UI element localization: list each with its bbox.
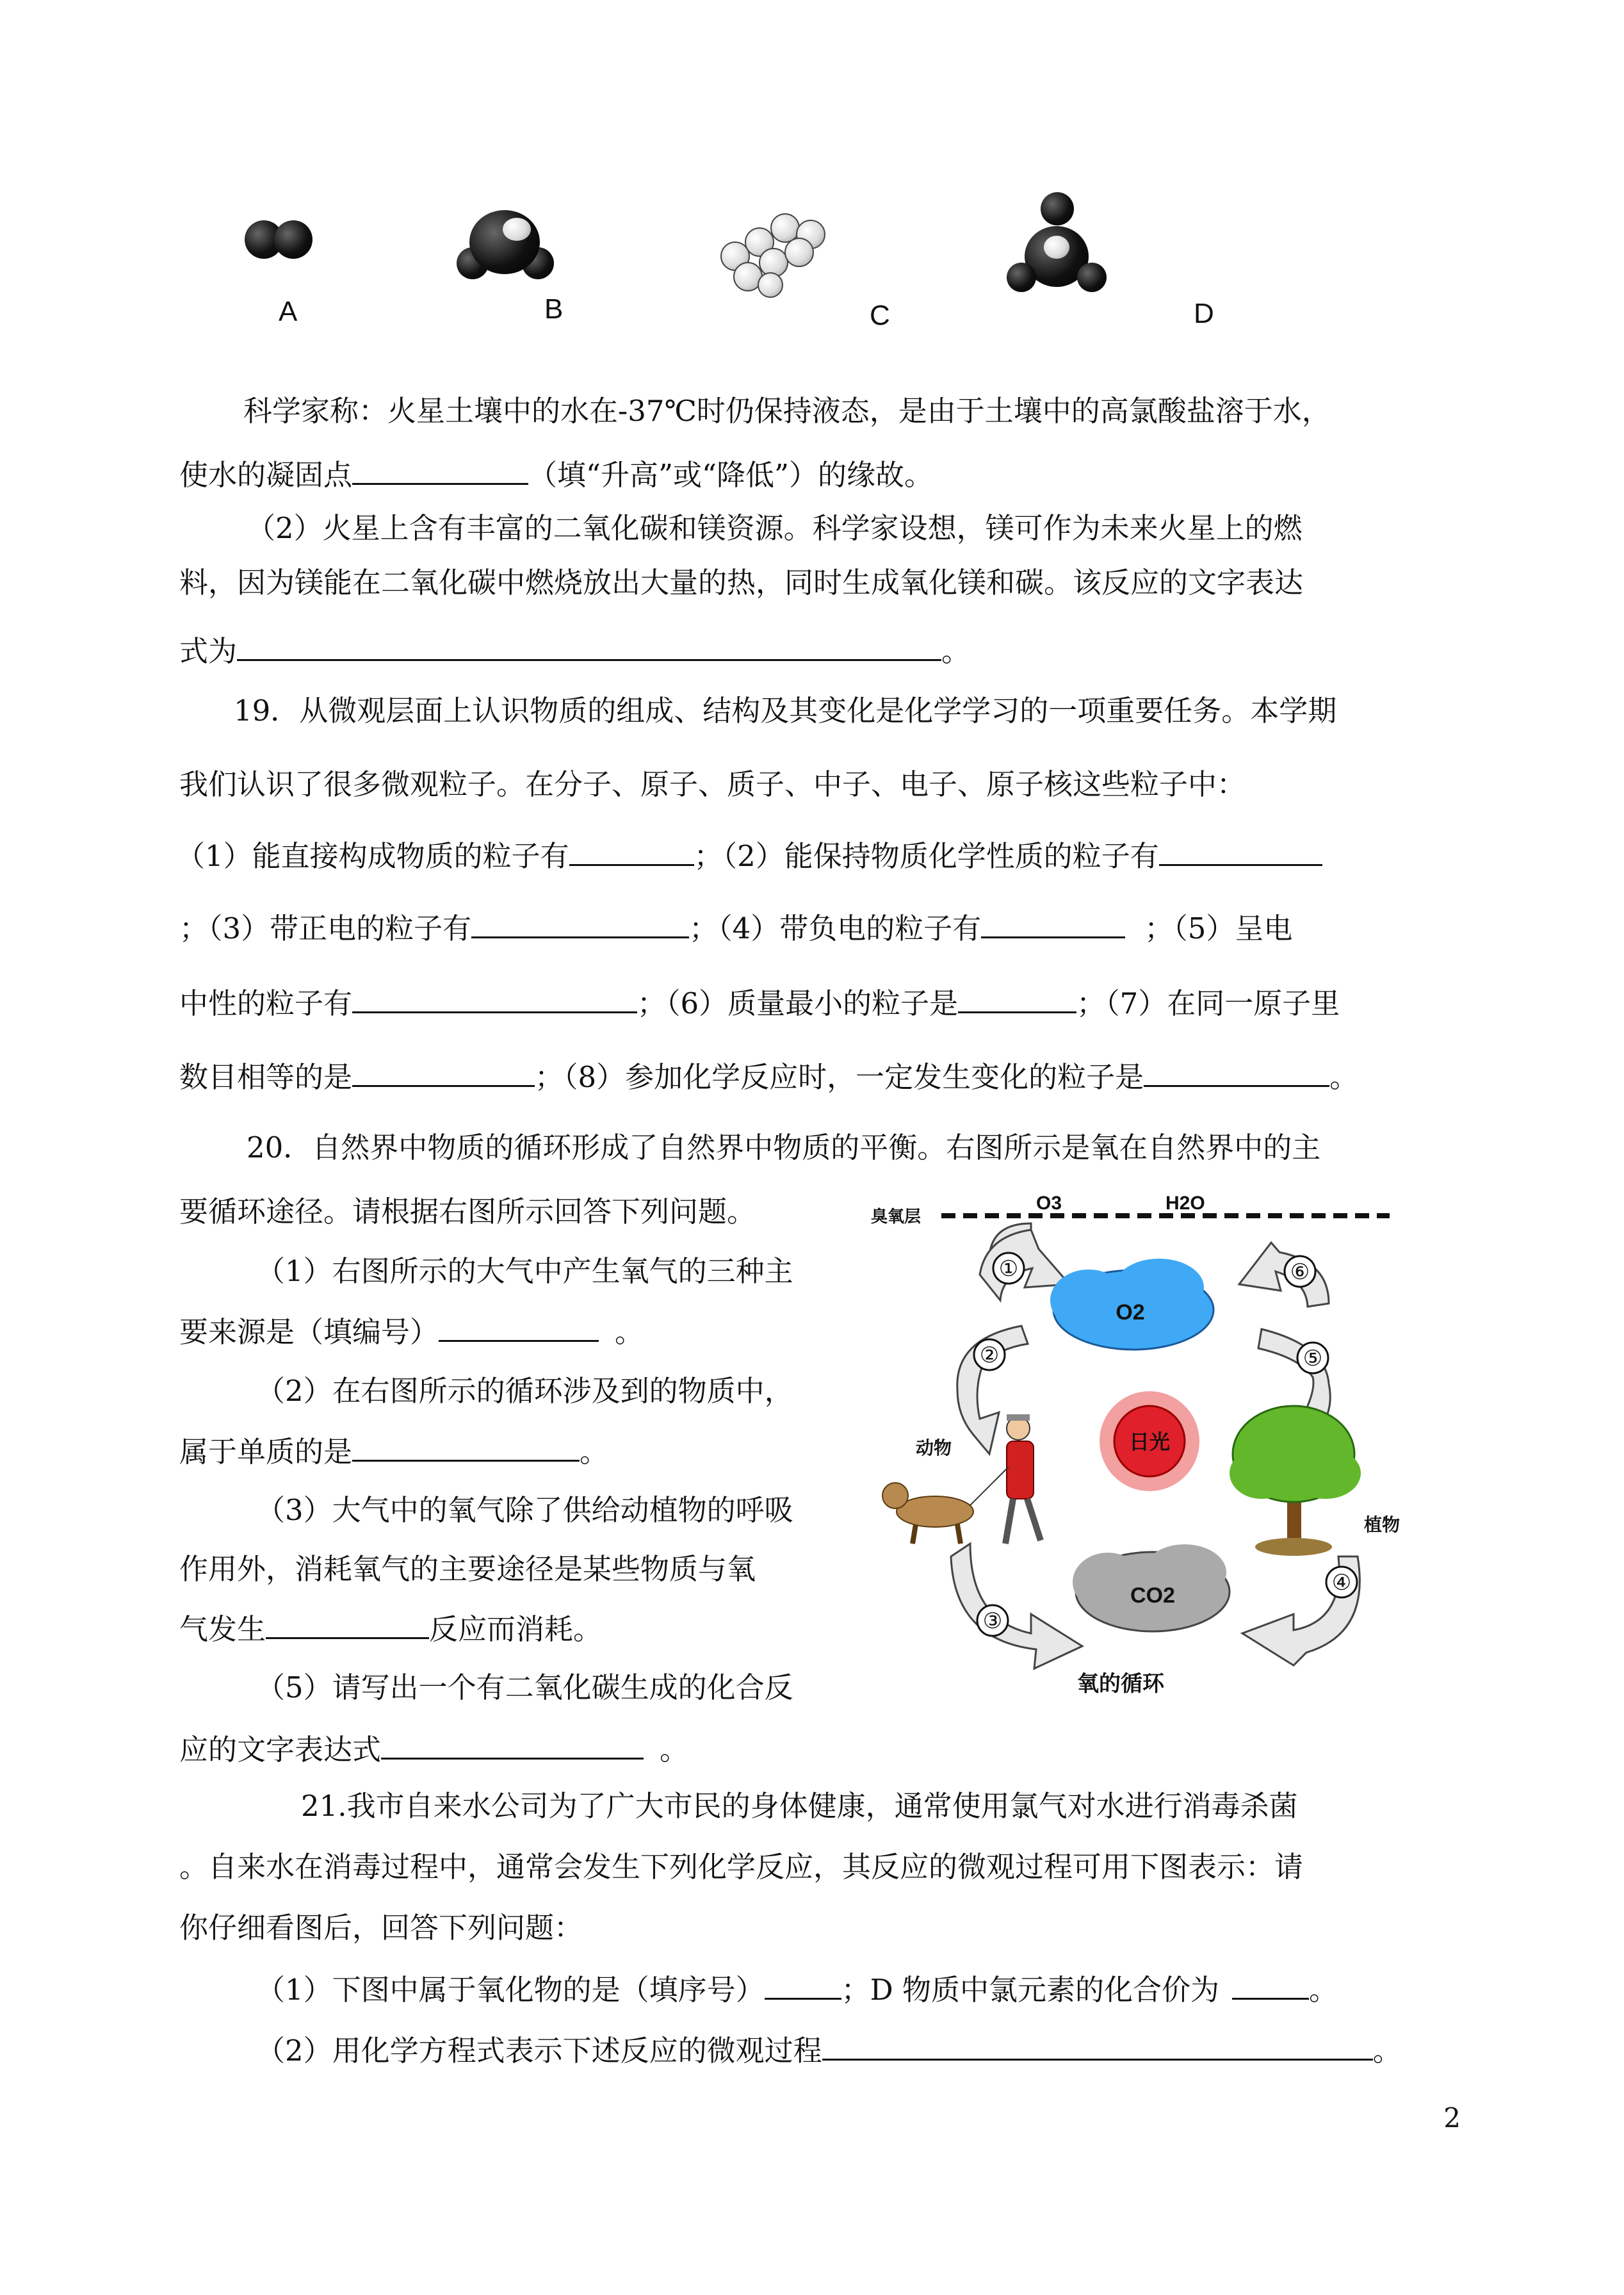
answer-blank-21-3[interactable]	[822, 2030, 1373, 2061]
q21-line5: （2）用化学方程式表示下述反应的微观过程 。	[256, 2030, 1458, 2070]
answer-blank-20-5[interactable]	[381, 1729, 644, 1760]
q19-line5: 中性的粒子有 ；（6）质量最小的粒子是 ；（7）在同一原子里	[179, 983, 1458, 1023]
q20-line3: （1）右图所示的大气中产生氧气的三种主	[256, 1254, 793, 1288]
arrow-3	[951, 1544, 1082, 1669]
answer-blank-19-8[interactable]	[1144, 1057, 1329, 1087]
h2o-label: H2O	[1165, 1193, 1205, 1214]
molecule-b	[451, 204, 560, 287]
answer-blank-20-1[interactable]	[439, 1312, 599, 1342]
step-2-label: ②	[979, 1343, 1000, 1368]
label-b: B	[544, 293, 564, 325]
sunlight-label: 日光	[1128, 1430, 1171, 1453]
q20-line10: （5）请写出一个有二氧化碳生成的化合反	[256, 1670, 793, 1704]
q19-line2: 我们认识了很多微观粒子。在分子、原子、质子、中子、电子、原子核这些粒子中：	[179, 767, 1246, 801]
q20-line4: 要来源是（填编号） 。	[179, 1312, 1458, 1352]
oxygen-cycle-diagram	[865, 1172, 1473, 1697]
q20-line2: 要循环途径。请根据右图所示回答下列问题。	[179, 1195, 756, 1229]
q18-line2: 使水的凝固点 （填“升高”或“降低”）的缘故。	[179, 455, 1458, 494]
q18-line5: 式为 。	[179, 631, 1458, 671]
answer-blank-freezing-point[interactable]	[352, 455, 528, 485]
q21-line4: （1）下图中属于氧化物的是（填序号） ；D 物质中氯元素的化合价为 。	[256, 1970, 1458, 2009]
answer-blank-21-1[interactable]	[765, 1970, 841, 2000]
label-a: A	[279, 296, 298, 327]
answer-blank-19-5[interactable]	[352, 983, 637, 1013]
q20-line7: （3）大气中的氧气除了供给动植物的呼吸	[256, 1493, 793, 1527]
q19-line3: （1）能直接构成物质的粒子有 ；（2）能保持物质化学性质的粒子有	[176, 836, 1458, 876]
sunlight-icon	[1100, 1391, 1199, 1491]
answer-blank-19-1[interactable]	[569, 836, 694, 866]
answer-blank-20-2[interactable]	[352, 1432, 580, 1462]
q20-line5: （2）在右图所示的循环涉及到的物质中，	[256, 1374, 793, 1408]
q18-line1: 科学家称：火星土壤中的水在-37℃时仍保持液态，是由于土壤中的高氯酸盐溶于水，	[243, 394, 1331, 428]
label-c: C	[870, 300, 890, 331]
answer-blank-19-6[interactable]	[958, 983, 1076, 1013]
answer-blank-19-7[interactable]	[352, 1057, 535, 1087]
page-number: 2	[1443, 2102, 1461, 2134]
o2-cloud	[1050, 1259, 1214, 1350]
answer-blank-19-4[interactable]	[981, 908, 1125, 938]
step-5-label: ⑤	[1303, 1346, 1323, 1371]
ozone-layer-label: 臭氧层	[871, 1207, 922, 1226]
answer-blank-19-3[interactable]	[471, 908, 689, 938]
plant-tree-icon	[1230, 1406, 1361, 1556]
step-6-label: ⑥	[1290, 1260, 1310, 1284]
q21-line3: 你仔细看图后，回答下列问题：	[179, 1911, 583, 1945]
q20-line6: 属于单质的是 。	[179, 1432, 1458, 1471]
plant-label: 植物	[1364, 1515, 1401, 1535]
diagram-caption: 氧的循环	[1077, 1672, 1164, 1696]
q20-line8: 作用外，消耗氧气的主要途径是某些物质与氧	[179, 1552, 756, 1586]
step-3-label: ③	[982, 1609, 1003, 1633]
q20-line1: 20．自然界中物质的循环形成了自然界中物质的平衡。右图所示是氧在自然界中的主	[247, 1131, 1321, 1164]
q18-line4: 料，因为镁能在二氧化碳中燃烧放出大量的热，同时生成氧化镁和碳。该反应的文字表达	[179, 566, 1304, 600]
q21-line1: 21.我市自来水公司为了广大市民的身体健康，通常使用氯气对水进行消毒杀菌	[301, 1789, 1298, 1823]
animal-person-icon	[882, 1414, 1041, 1544]
o2-label: O2	[1116, 1300, 1145, 1325]
answer-blank-21-2[interactable]	[1232, 1970, 1309, 2000]
q20-line9: 气发生 反应而消耗。	[179, 1609, 1458, 1649]
q19-line1: 19．从微观层面上认识物质的组成、结构及其变化是化学学习的一项重要任务。本学期	[234, 694, 1337, 728]
animal-label: 动物	[916, 1438, 952, 1458]
q18-line3: （2）火星上含有丰富的二氧化碳和镁资源。科学家设想，镁可作为未来火星上的燃	[247, 511, 1303, 545]
q19-line4: ；（3）带正电的粒子有 ；（4）带负电的粒子有 ；（5）呈电	[179, 908, 1458, 948]
step-4-label: ④	[1331, 1571, 1352, 1595]
q19-line6: 数目相等的是 ；（8）参加化学反应时，一定发生变化的粒子是 。	[179, 1057, 1458, 1097]
q21-line2: 。自来水在消毒过程中，通常会发生下列化学反应，其反应的微观过程可用下图表示：请	[179, 1850, 1304, 1884]
answer-blank-20-3[interactable]	[266, 1609, 429, 1639]
co2-cloud	[1073, 1544, 1230, 1631]
o3-label: O3	[1036, 1193, 1062, 1214]
answer-blank-word-equation[interactable]	[237, 631, 941, 661]
co2-label: CO2	[1130, 1583, 1175, 1608]
step-1-label: ①	[998, 1257, 1019, 1281]
molecule-a	[245, 218, 321, 263]
molecule-c	[720, 208, 829, 298]
molecule-d	[1005, 191, 1108, 300]
label-d: D	[1194, 298, 1214, 329]
q20-line11: 应的文字表达式 。	[179, 1729, 1458, 1769]
answer-blank-19-2[interactable]	[1159, 836, 1322, 866]
